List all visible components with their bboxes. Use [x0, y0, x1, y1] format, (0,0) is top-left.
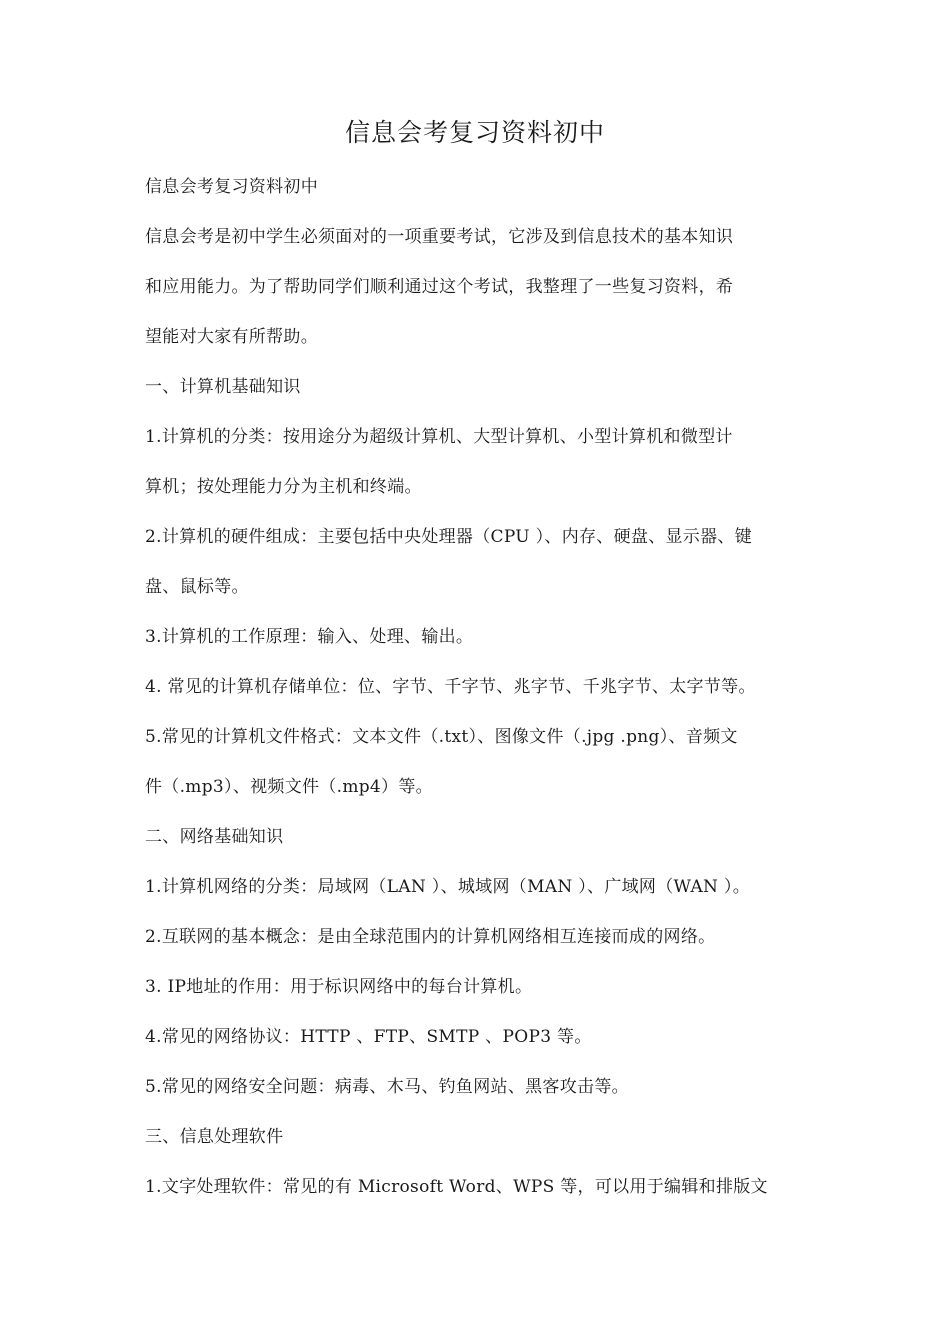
text-line: 2.互联网的基本概念：是由全球范围内的计算机网络相互连接而成的网络。	[145, 927, 716, 947]
text-line: 4. 常见的计算机存储单位：位、字节、千字节、兆字节、千兆字节、太字节等。	[145, 677, 756, 697]
text-line: 件（.mp3）、视频文件（.mp4）等。	[145, 777, 433, 797]
section-heading: 三、信息处理软件	[145, 1127, 284, 1147]
document-body	[145, 172, 825, 1222]
text-line: 信息会考复习资料初中	[145, 177, 318, 197]
section-heading: 一、计算机基础知识	[145, 377, 301, 397]
text-line: 4.常见的网络协议：HTTP 、FTP、SMTP 、POP3 等。	[145, 1027, 592, 1047]
text-line: 1.文字处理软件：常见的有 Microsoft Word、WPS 等，可以用于编辑和排版文	[145, 1177, 768, 1197]
document-title: 信息会考复习资料初中	[344, 118, 605, 147]
text-line: 1.计算机的分类：按用途分为超级计算机、大型计算机、小型计算机和微型计	[145, 427, 733, 447]
text-line: 3.计算机的工作原理：输入、处理、输出。	[145, 627, 474, 647]
text-line: 盘、鼠标等。	[145, 577, 249, 597]
text-line: 5.常见的网络安全问题：病毒、木马、钓鱼网站、黑客攻击等。	[145, 1077, 629, 1097]
text-line: 和应用能力。为了帮助同学们顺利通过这个考试，我整理了一些复习资料，希	[145, 277, 734, 297]
text-line: 1.计算机网络的分类：局域网（LAN ）、城域网（MAN ）、广域网（WAN ）。	[145, 877, 751, 897]
text-line: 5.常见的计算机文件格式：文本文件（.txt）、图像文件（.jpg .png）、音频文	[145, 727, 738, 747]
text-line: 望能对大家有所帮助。	[145, 327, 318, 347]
text-line: 算机；按处理能力分为主机和终端。	[145, 477, 422, 497]
text-line: 信息会考是初中学生必须面对的一项重要考试，它涉及到信息技术的基本知识	[145, 227, 734, 247]
text-line: 2.计算机的硬件组成：主要包括中央处理器（CPU ）、内存、硬盘、显示器、键	[145, 527, 752, 547]
text-line: 3. IP地址的作用：用于标识网络中的每台计算机。	[145, 977, 533, 997]
section-heading: 二、网络基础知识	[145, 827, 284, 847]
